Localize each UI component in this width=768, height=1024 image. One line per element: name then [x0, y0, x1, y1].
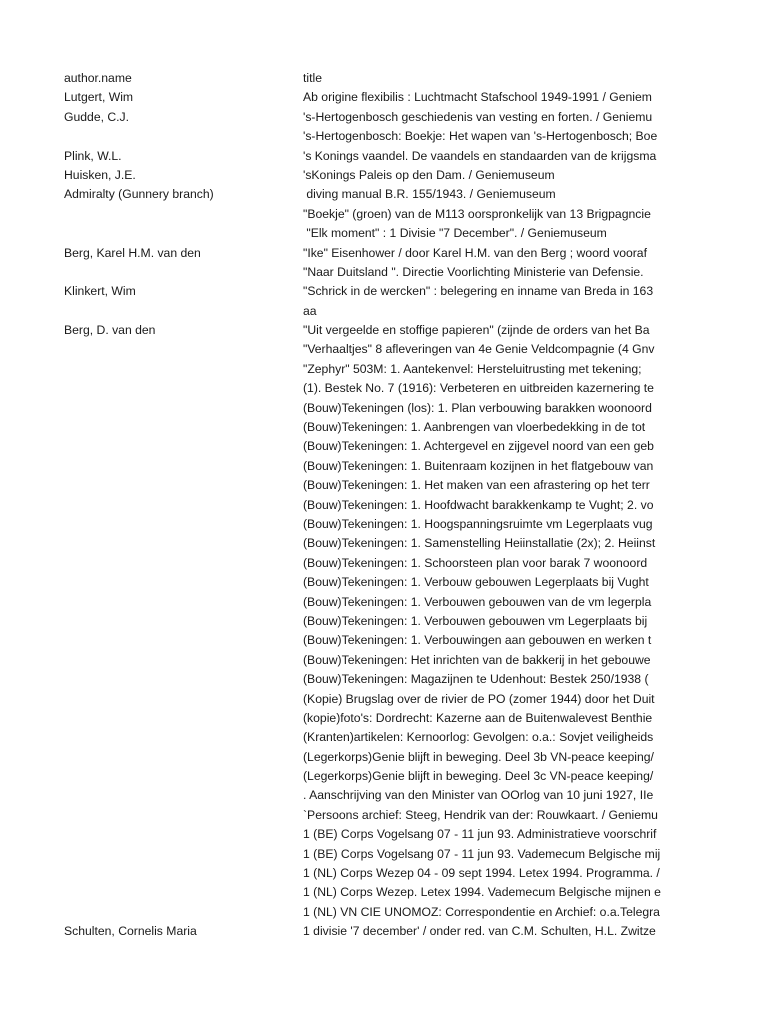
table-row — [64, 224, 668, 243]
table-row — [64, 554, 668, 573]
table-row — [64, 883, 668, 902]
title-cell[interactable]: 1 (BE) Corps Vogelsang 07 - 11 jun 93. Vademecum Belgische mij — [303, 846, 661, 861]
title-cell[interactable]: (Bouw)Tekeningen: Magazijnen te Udenhout: Bestek 250/1938 ( — [303, 672, 649, 687]
author-cell[interactable] — [64, 612, 303, 631]
table-row — [64, 244, 668, 263]
title-cell[interactable]: (Bouw)Tekeningen: Het inrichten van de bakkerij in het gebouwe — [303, 652, 651, 667]
table-row — [64, 418, 668, 437]
table-row — [64, 690, 668, 709]
title-cell[interactable]: "Ike" Eisenhower / door Karel H.M. van den Berg ; woord vooraf — [303, 245, 647, 260]
header-row — [64, 69, 668, 88]
title-cell[interactable]: "Zephyr" 503M: 1. Aantekenvel: Hersteluitrusting met tekening; — [303, 361, 642, 376]
author-cell[interactable] — [64, 360, 303, 379]
author-cell[interactable] — [64, 127, 303, 146]
author-cell[interactable] — [64, 379, 303, 398]
author-cell[interactable] — [64, 883, 303, 902]
author-cell[interactable] — [64, 786, 303, 805]
author-cell[interactable] — [64, 205, 303, 224]
author-cell[interactable] — [64, 418, 303, 437]
title-cell[interactable]: (Bouw)Tekeningen: 1. Verbouwingen aan gebouwen en werken t — [303, 633, 652, 648]
author-cell[interactable] — [64, 573, 303, 592]
title-cell[interactable]: (Legerkorps)Genie blijft in beweging. Deel 3b VN-peace keeping/ — [303, 749, 654, 764]
table-row — [64, 147, 668, 166]
author-cell[interactable] — [64, 806, 303, 825]
title-cell[interactable]: "Boekje" (groen) van de M113 oorspronkelijk van 13 Brigpagncie — [303, 206, 651, 221]
author-cell[interactable] — [64, 903, 303, 922]
table-row — [64, 360, 668, 379]
table-row — [64, 379, 668, 398]
title-cell[interactable]: (Bouw)Tekeningen: 1. Verbouwen gebouwen van de vm legerpla — [303, 594, 652, 609]
table-row — [64, 282, 668, 301]
title-cell[interactable]: diving manual B.R. 155/1943. / Geniemuseum — [303, 187, 556, 202]
table-row — [64, 88, 668, 107]
table-row — [64, 573, 668, 592]
title-cell[interactable]: (Bouw)Tekeningen: 1. Samenstelling Heiinstallatie (2x); 2. Heiinst — [303, 536, 656, 551]
table-row — [64, 767, 668, 786]
title-cell[interactable]: (Bouw)Tekeningen: 1. Verbouwen gebouwen vm Legerplaats bij — [303, 613, 648, 628]
author-cell[interactable] — [64, 399, 303, 418]
title-cell[interactable]: 's-Hertogenbosch geschiedenis van vesting en forten. / Geniemu — [303, 109, 653, 124]
author-cell[interactable] — [64, 515, 303, 534]
table-row — [64, 185, 668, 204]
author-cell[interactable] — [64, 340, 303, 359]
table-row — [64, 534, 668, 553]
table-row — [64, 651, 668, 670]
title-cell[interactable]: (Legerkorps)Genie blijft in beweging. Deel 3c VN-peace keeping/ — [303, 769, 654, 784]
title-cell[interactable]: "Elk moment" : 1 Divisie "7 December". / Geniemuseum — [303, 226, 607, 241]
title-cell[interactable]: (Bouw)Tekeningen (los): 1. Plan verbouwing barakken woonoord — [303, 400, 652, 415]
author-cell[interactable] — [64, 554, 303, 573]
table-row — [64, 496, 668, 515]
author-cell[interactable] — [64, 651, 303, 670]
title-cell[interactable]: (Bouw)Tekeningen: 1. Aanbrengen van vloerbedekking in de tot — [303, 420, 646, 435]
table-row — [64, 476, 668, 495]
title-cell[interactable]: (1). Bestek No. 7 (1916): Verbeteren en uitbreiden kazernering te — [303, 381, 654, 396]
title-cell[interactable]: (Bouw)Tekeningen: 1. Schoorsteen plan voor barak 7 woonoord — [303, 555, 648, 570]
title-cell[interactable]: (kopie)foto's: Dordrecht: Kazerne aan de Buitenwalevest Benthie — [303, 710, 653, 725]
title-cell[interactable]: (Bouw)Tekeningen: 1. Hoogspanningsruimte vm Legerplaats vug — [303, 516, 653, 531]
table-row — [64, 340, 668, 359]
column-header-author[interactable]: author.name — [64, 71, 132, 85]
column-header-title[interactable]: title — [303, 71, 322, 85]
table-row — [64, 205, 668, 224]
title-cell[interactable]: (Bouw)Tekeningen: 1. Achtergevel en zijgevel noord van een geb — [303, 439, 654, 454]
author-cell[interactable] — [64, 534, 303, 553]
author-cell[interactable]: Klinkert, Wim — [64, 284, 136, 299]
title-cell[interactable]: (Bouw)Tekeningen: 1. Hoofdwacht barakkenkamp te Vught; 2. vo — [303, 497, 654, 512]
title-cell[interactable]: 1 (BE) Corps Vogelsang 07 - 11 jun 93. Administratieve voorschrif — [303, 827, 657, 842]
title-cell[interactable]: "Uit vergeelde en stoffige papieren" (zijnde de orders van het Ba — [303, 323, 650, 338]
title-cell[interactable]: 'sKonings Paleis op den Dam. / Geniemuseum — [303, 167, 555, 182]
table-row — [64, 302, 668, 321]
author-cell[interactable] — [64, 593, 303, 612]
title-cell[interactable]: 's Konings vaandel. De vaandels en standaarden van de krijgsma — [303, 148, 657, 163]
author-cell[interactable]: Gudde, C.J. — [64, 109, 130, 124]
data-rows — [64, 88, 668, 941]
author-cell[interactable] — [64, 224, 303, 243]
title-cell[interactable]: "Verhaaltjes" 8 afleveringen van 4e Genie Veldcompagnie (4 Gnv — [303, 342, 655, 357]
table-row — [64, 127, 668, 146]
author-cell[interactable] — [64, 496, 303, 515]
author-cell[interactable] — [64, 767, 303, 786]
author-cell[interactable]: Admiralty (Gunnery branch) — [64, 187, 214, 202]
author-cell[interactable] — [64, 728, 303, 747]
author-cell[interactable] — [64, 631, 303, 650]
title-cell[interactable]: 1 (NL) Corps Wezep 04 - 09 sept 1994. Letex 1994. Programma. / — [303, 866, 660, 881]
author-cell[interactable]: Lutgert, Wim — [64, 90, 134, 105]
table-row — [64, 108, 668, 127]
author-cell[interactable] — [64, 825, 303, 844]
table-row — [64, 612, 668, 631]
title-cell[interactable]: 's-Hertogenbosch: Boekje: Het wapen van 's-Hertogenbosch; Boe — [303, 129, 658, 144]
author-cell[interactable] — [64, 864, 303, 883]
title-cell[interactable]: "Schrick in de wercken" : belegering en inname van Breda in 163 — [303, 284, 654, 299]
author-cell[interactable] — [64, 845, 303, 864]
title-cell[interactable]: `Persoons archief: Steeg, Hendrik van der: Rouwkaart. / Geniemu — [303, 807, 658, 822]
table-row — [64, 631, 668, 650]
author-cell[interactable]: Schulten, Cornelis Maria — [64, 924, 197, 939]
author-cell[interactable] — [64, 670, 303, 689]
author-cell[interactable] — [64, 457, 303, 476]
author-cell[interactable] — [64, 748, 303, 767]
title-cell[interactable]: (Kranten)artikelen: Kernoorlog: Gevolgen: o.a.: Sovjet veiligheids — [303, 730, 654, 745]
author-cell[interactable] — [64, 476, 303, 495]
table-row — [64, 728, 668, 747]
table-row — [64, 263, 668, 282]
table-row — [64, 515, 668, 534]
table-row — [64, 399, 668, 418]
table-row — [64, 437, 668, 456]
title-cell[interactable]: (Bouw)Tekeningen: 1. Het maken van een afrastering op het terr — [303, 478, 650, 493]
title-cell[interactable]: 1 divisie '7 december' / onder red. van C.M. Schulten, H.L. Zwitze — [303, 924, 656, 939]
author-cell[interactable] — [64, 690, 303, 709]
title-cell[interactable]: "Naar Duitsland ". Directie Voorlichting Ministerie van Defensie. — [303, 264, 644, 279]
table-row — [64, 806, 668, 825]
table-row — [64, 748, 668, 767]
title-cell[interactable]: Ab origine flexibilis : Luchtmacht Stafschool 1949-1991 / Geniem — [303, 90, 652, 105]
title-cell[interactable]: (Bouw)Tekeningen: 1. Verbouw gebouwen Legerplaats bij Vught — [303, 575, 649, 590]
title-cell[interactable]: 1 (NL) VN CIE UNOMOZ: Correspondentie en Archief: o.a.Telegra — [303, 904, 660, 919]
author-cell[interactable]: Berg, D. van den — [64, 323, 156, 338]
table-row — [64, 166, 668, 185]
table-row — [64, 922, 668, 941]
spreadsheet — [64, 69, 668, 942]
title-cell[interactable]: aa — [303, 303, 317, 318]
author-cell[interactable] — [64, 302, 303, 321]
table-row — [64, 786, 668, 805]
title-cell[interactable]: (Kopie) Brugslag over de rivier de PO (zomer 1944) door het Duit — [303, 691, 655, 706]
title-cell[interactable]: . Aanschrijving van den Minister van OOrlog van 10 juni 1927, IIe — [303, 788, 654, 803]
table-row — [64, 593, 668, 612]
title-cell[interactable]: (Bouw)Tekeningen: 1. Buitenraam kozijnen in het flatgebouw van — [303, 458, 654, 473]
table-row — [64, 825, 668, 844]
author-cell[interactable]: Plink, W.L. — [64, 148, 122, 163]
table-row — [64, 845, 668, 864]
table-row — [64, 864, 668, 883]
table-row — [64, 457, 668, 476]
table-row — [64, 670, 668, 689]
author-cell[interactable]: Berg, Karel H.M. van den — [64, 245, 201, 260]
table-row — [64, 709, 668, 728]
table-row — [64, 903, 668, 922]
author-cell[interactable] — [64, 437, 303, 456]
author-cell[interactable] — [64, 263, 303, 282]
title-cell[interactable]: 1 (NL) Corps Wezep. Letex 1994. Vademecum Belgische mijnen e — [303, 885, 661, 900]
table-row — [64, 321, 668, 340]
author-cell[interactable]: Huisken, J.E. — [64, 167, 136, 182]
author-cell[interactable] — [64, 709, 303, 728]
